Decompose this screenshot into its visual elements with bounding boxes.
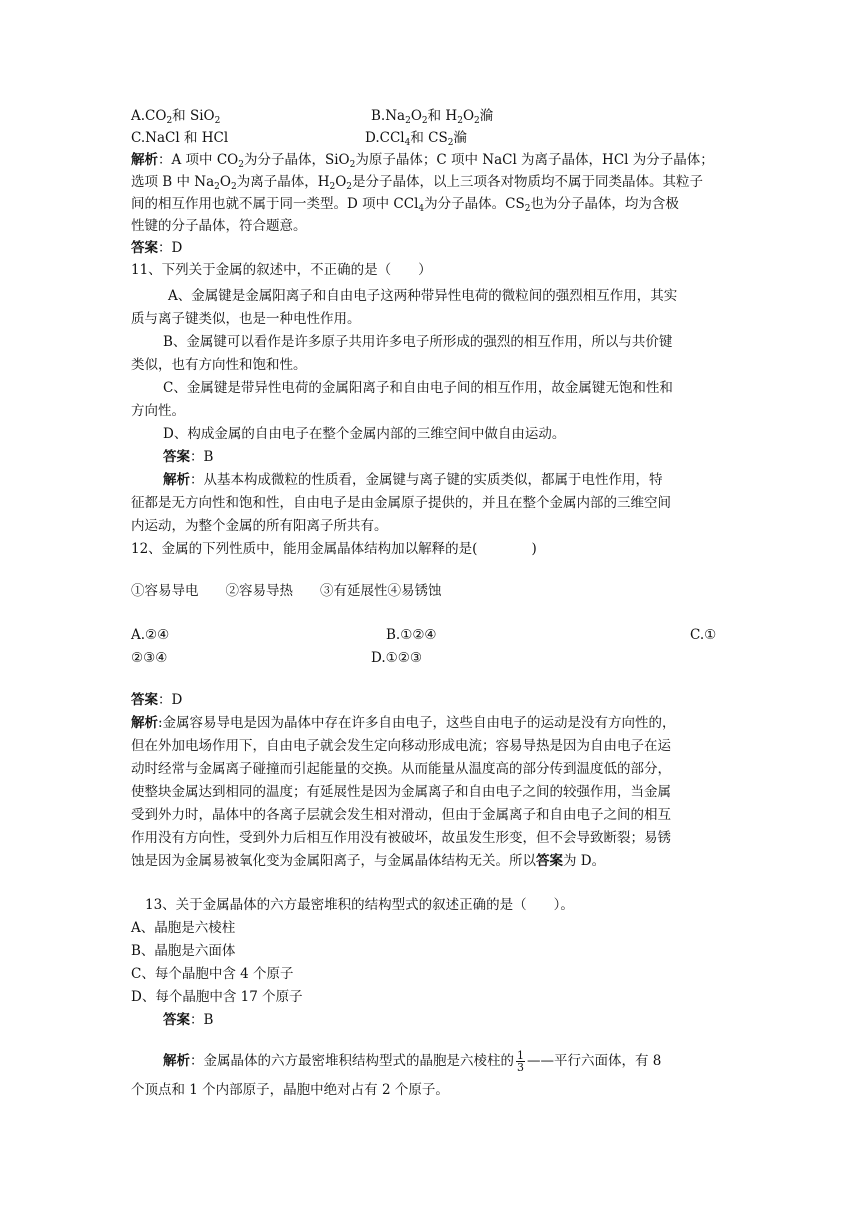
q10-analysis-line-3: 间的相互作用也就不属于同一类型。D 项中 CCl$_4$为分子晶体。$CS_2$也为分子晶体，均为含极 bbox=[131, 196, 679, 214]
q11-stem: 11、下列关于金属的叙述中，不正确的是（ ） bbox=[131, 262, 432, 278]
q13-option-d: D、每个晶胞中含 17 个原子 bbox=[131, 989, 303, 1005]
q12-analysis-line-1: 解析:金属容易导电是因为晶体中存在许多自由电子，这些自由电子的运动是没有方向性的， bbox=[131, 715, 676, 731]
q12-analysis-line-7: 蚀是因为金属易被氧化变为金属阳离子，与金属晶体结构无关。所以答案为 D。 bbox=[131, 853, 606, 869]
q10-analysis-line-1: 解析：A 项中 $CO_2$为分子晶体，SiO$_2$为原子晶体；C 项中 NaCl 为离子晶体，HCl 为分子晶体； bbox=[131, 152, 714, 170]
q11-option-b-line-2: 类似，也有方向性和饱和性。 bbox=[131, 357, 307, 373]
q13-analysis-line-2: 个顶点和 1 个内部原子，晶胞中绝对占有 2 个原子。 bbox=[131, 1082, 449, 1098]
q13-answer: 答案：B bbox=[163, 1012, 214, 1028]
q12-option-a: A.②④ bbox=[131, 627, 170, 643]
q13-option-b: B、晶胞是六面体 bbox=[131, 943, 236, 959]
q11-option-d: D、构成金属的自由电子在整个金属内部的三维空间中做自由运动。 bbox=[163, 426, 566, 442]
q10-option-a: $A.CO_2$和 SiO$_2$ bbox=[131, 108, 221, 126]
q12-stem: 12、金属的下列性质中，能用金属晶体结构加以解释的是( ) bbox=[131, 541, 537, 557]
q10-answer: 答案：D bbox=[131, 240, 183, 256]
q12-analysis-line-6: 作用没有方向性，受到外力后相互作用没有被破坏，故虽发生形变，但不会导致断裂；易锈 bbox=[131, 830, 671, 846]
q11-option-a-line-1: A、金属键是金属阳离子和自由电子这两种带异性电荷的微粒间的强烈相互作用，其实 bbox=[168, 288, 678, 304]
q13-option-a: A、晶胞是六棱柱 bbox=[131, 920, 236, 936]
q12-analysis-line-4: 使整块金属达到相同的温度；有延展性是因为金属离子和自由电子之间的较强作用，当金属 bbox=[131, 784, 671, 800]
q11-analysis-line-1: 解析：从基本构成微粒的性质看，金属键与离子键的实质类似，都属于电性作用，特 bbox=[163, 472, 663, 488]
q11-option-a-line-2: 质与离子键类似，也是一种电性作用。 bbox=[131, 311, 361, 327]
q12-option-c-part-2: ②③④ bbox=[131, 650, 168, 666]
q12-option-b: B.①②④ bbox=[386, 627, 437, 643]
q11-analysis-line-2: 征都是无方向性和饱和性，自由电子是由金属原子提供的，并且在整个金属内部的三维空间 bbox=[131, 495, 671, 511]
q10-analysis-line-4: 性键的分子晶体，符合题意。 bbox=[131, 218, 307, 234]
q13-analysis-line-1: 解析：金属晶体的六方最密堆积结构型式的晶胞是六棱柱的 $\frac{1}{3}$ ——平行六面体，有 8 bbox=[163, 1049, 662, 1074]
q13-option-c: C、每个晶胞中含 4 个原子 bbox=[131, 966, 294, 982]
q10-option-b: $B.Na_2O_2$和 $H_2O_2$溣 bbox=[371, 108, 494, 126]
q11-analysis-line-3: 内运动，为整个金属的所有阳离子所共有。 bbox=[131, 518, 388, 534]
q13-stem: 13、关于金属晶体的六方最密堆积的结构型式的叙述正确的是（ ）。 bbox=[145, 897, 574, 913]
one-third-fraction: $\frac{1}{3}$ bbox=[517, 1049, 524, 1074]
q12-answer: 答案：D bbox=[131, 692, 183, 708]
q12-analysis-line-2: 但在外加电场作用下，自由电子就会发生定向移动形成电流；容易导热是因为自由电子在运 bbox=[131, 738, 671, 754]
q11-option-c-line-2: 方向性。 bbox=[131, 403, 185, 419]
q10-option-d: D.CCl$_4$和 $CS_2$溣 bbox=[365, 130, 467, 148]
q11-option-b-line-1: B、金属键可以看作是许多原子共用许多电子所形成的强烈的相互作用，所以与共价键 bbox=[163, 334, 673, 350]
q12-analysis-line-3: 动时经常与金属离子碰撞而引起能量的交换。从而能量从温度高的部分传到温度低的部分， bbox=[131, 761, 671, 777]
q12-option-c-part-1: C.① bbox=[690, 627, 717, 643]
q10-analysis-line-2: 选项 B 中 $Na_2O_2$为离子晶体，$H_2O_2$是分子晶体，以上三项各对物质均不属于同类晶体。其粒子 bbox=[131, 174, 704, 192]
q11-option-c-line-1: C、金属键是带异性电荷的金属阳离子和自由电子间的相互作用，故金属键无饱和性和 bbox=[163, 380, 673, 396]
q12-analysis-line-5: 受到外力时，晶体中的各离子层就会发生相对滑动，但由于金属离子和自由电子之间的相互 bbox=[131, 807, 671, 823]
q11-answer: 答案：B bbox=[163, 449, 214, 465]
q12-properties: ①容易导电 ②容易导热 ③有延展性④易锈蚀 bbox=[131, 583, 442, 599]
q12-option-d: D.①②③ bbox=[371, 650, 422, 666]
q10-option-c: C.NaCl 和 HCl bbox=[131, 130, 229, 146]
